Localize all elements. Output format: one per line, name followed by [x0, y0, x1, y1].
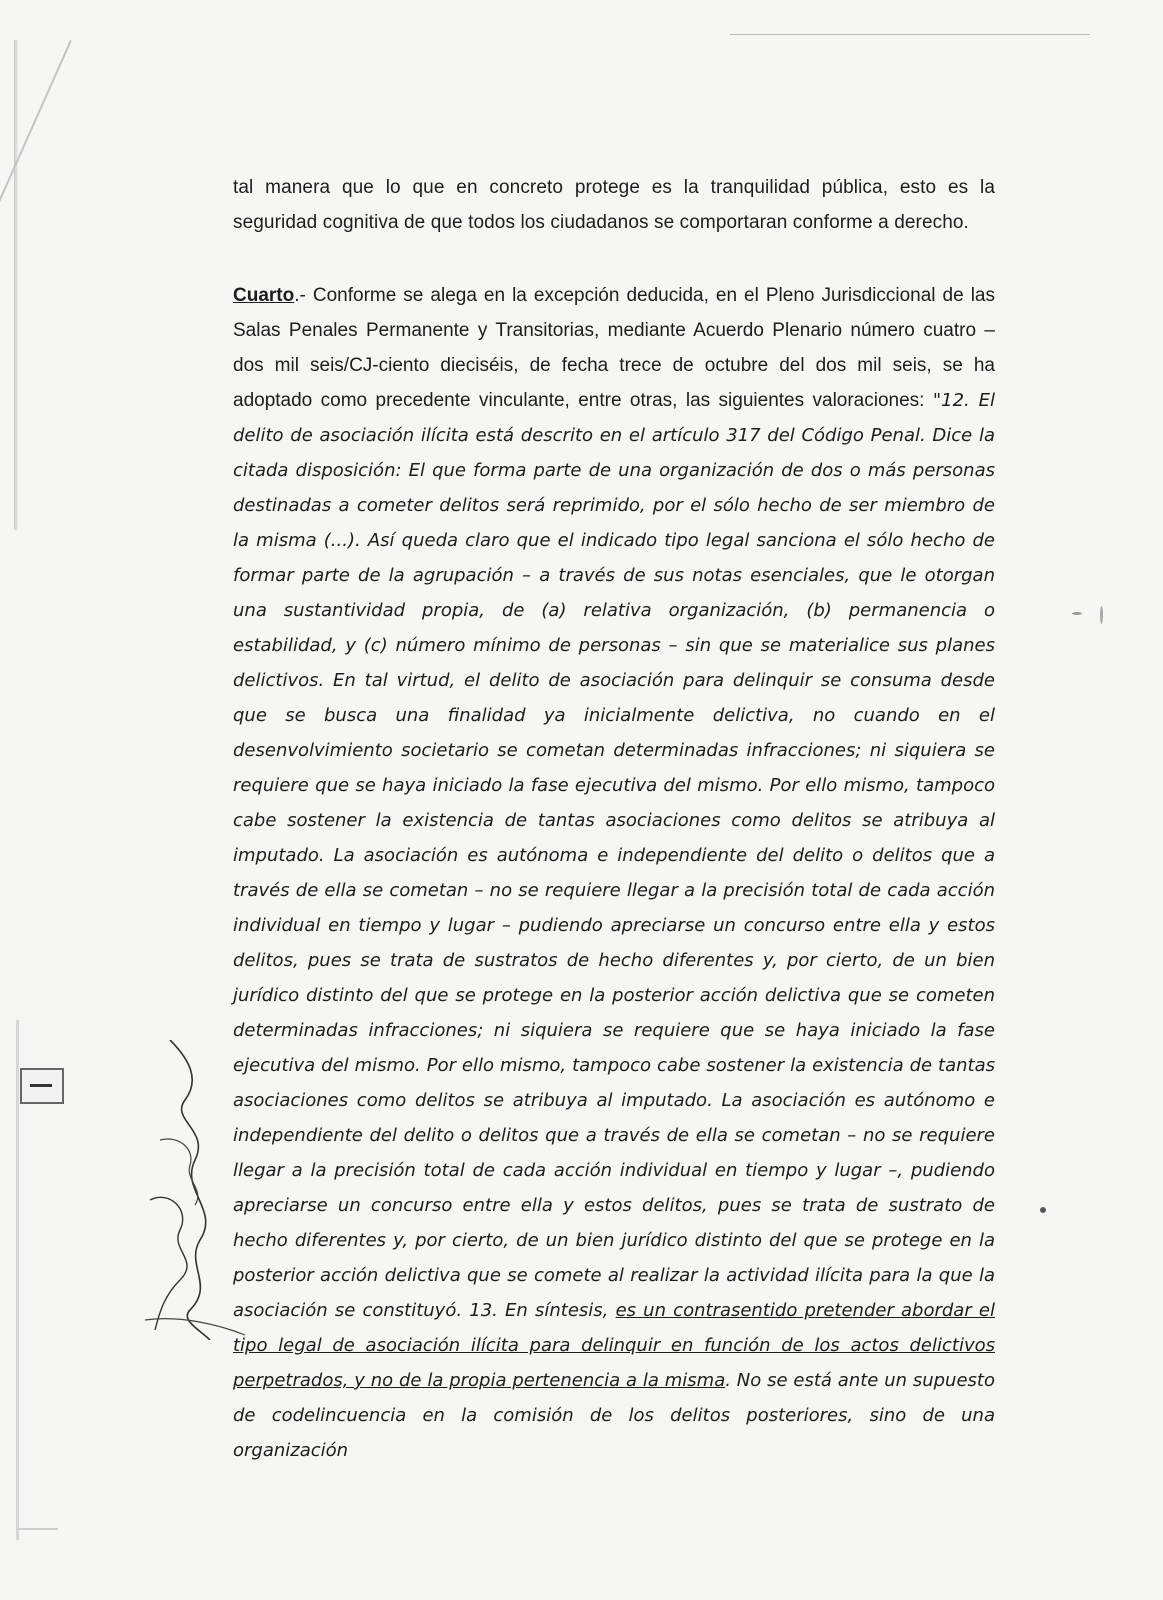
scan-speck	[1100, 606, 1103, 624]
section-heading: Cuarto	[233, 285, 295, 306]
scan-line	[730, 34, 1090, 35]
scan-speck	[1072, 612, 1082, 615]
scan-speck	[1040, 1207, 1046, 1213]
scan-edge	[14, 40, 18, 530]
scan-line	[0, 40, 72, 214]
paragraph-continuation: tal manera que lo que en concreto protege es la tranquilidad pública, esto es la seguridad cognitiva de que todos los ciudadanos se comportaran conforme a derecho.	[233, 177, 995, 233]
quote-ending: . No se está ante un supuesto de codelincuencia en la comisión de los delitos posteriores, sino de una organización	[233, 1370, 995, 1461]
quoted-precedent: "12. El delito de asociación ilícita está descrito en el artículo 317 del Código Penal. Dice la citada disposición: El que forma parte de una organización de dos o más personas destinadas a cometer delitos será reprimido, por el sólo hecho de ser miembro de la misma (...). Así queda claro que el indicado tipo legal sanciona el sólo hecho de formar parte de la agrupación – a través de sus notas esenciales, que le otorgan una sustantividad propia, de (a) relativa organización, (b) permanencia o estabilidad, y (c) número mínimo de personas – sin que se materialice sus planes delictivos. En tal virtud, el delito de asociación para delinquir se consuma desde que se busca una finalidad ya inicialmente delictiva, no cuando en el desenvolvimiento societario se cometan determinadas infracciones; ni siquiera se requiere que se haya iniciado la fase ejecutiva del mismo. Por ello mismo, tampoco cabe sostener la existencia de tantas asociaciones como delitos se atribuya al imputado. La asociación es autónoma e independiente del delito o delitos que a través de ella se cometan – no se requiere llegar a la precisión total de cada acción individual en tiempo y lugar – pudiendo apreciarse un concurso entre ella y estos delitos, pues se trata de sustratos de hecho diferentes y, por cierto, de un bien jurídico distinto del que se protege en la posterior acción delictiva que se cometen determinadas infracciones; ni siquiera se requiere que se haya iniciado la fase ejecutiva del mismo. Por ello mismo, tampoco cabe sostener la existencia de tantas asociaciones como delitos se atribuya al imputado. La asociación es autónomo e independiente del delito o delitos que a través de ella se cometan – no se requiere llegar a la precisión total de cada acción individual en tiempo y lugar –, pudiendo apreciarse un concurso entre ella y estos delitos, pues se trata de sustrato de hecho diferentes y, por cierto, de un bien jurídico distinto del que se protege en la posterior acción delictiva que se comete al realizar la actividad ilícita para la que la asociación se constituyó. 13. En síntesis,	[233, 390, 995, 1321]
underlined-conclusion: es un contrasentido pretender abordar el tipo legal de asociación ilícita para delinquir en función de los actos delictivos perpetrados, y no de la propia pertenencia a la misma	[233, 1300, 995, 1391]
paragraph-cuarto	[233, 278, 995, 1468]
scan-edge	[18, 1528, 58, 1530]
binder-clip-mark	[20, 1068, 64, 1104]
scan-edge	[16, 1020, 19, 1540]
paragraph-intro: .- Conforme se alega en la excepción deducida, en el Pleno Jurisdiccional de las Salas Penales Permanente y Transitorias, mediante Acuerdo Plenario número cuatro – dos mil seis/CJ-ciento dieciséis, de fecha trece de octubre del dos mil seis, se ha adoptado como precedente vinculante, entre otras, las siguientes valoraciones:	[233, 285, 995, 411]
